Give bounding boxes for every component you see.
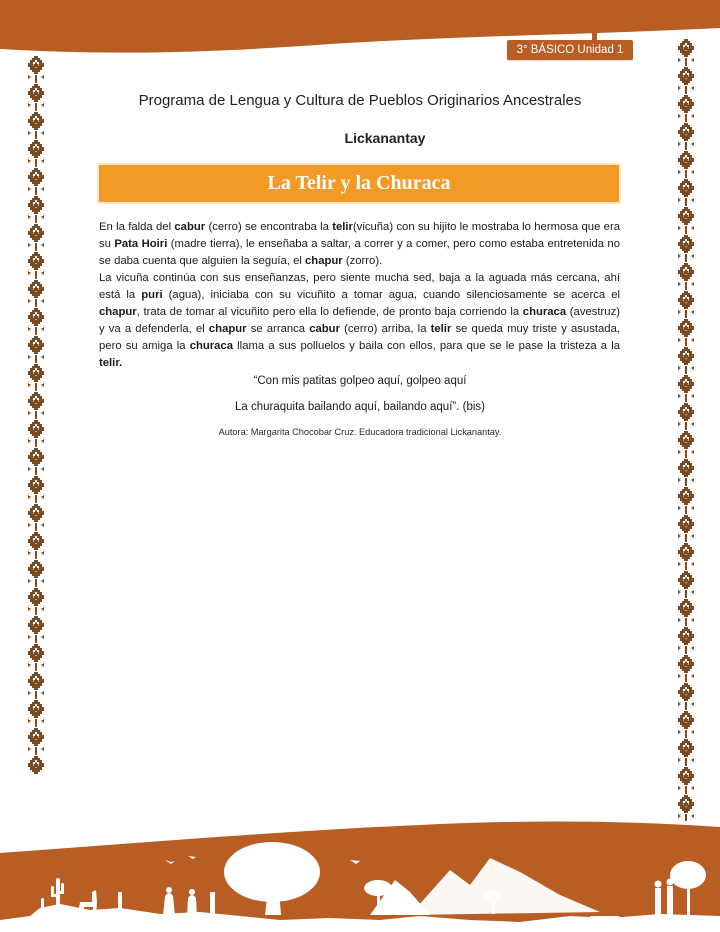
lickanantay-term: telir bbox=[430, 323, 452, 335]
story-text: (madre tierra), le enseñaba a saltar, a correr y a comer, pero como estaba entretenida no se daba cuenta que alguien la seguía, el bbox=[99, 238, 620, 267]
song-line: “Con mis patitas golpeo aquí, golpeo aquí bbox=[253, 375, 467, 387]
andean-diamond-pattern-icon bbox=[26, 55, 46, 775]
story-body bbox=[99, 219, 620, 372]
lickanantay-term: chapur bbox=[99, 306, 137, 318]
lickanantay-term: cabur bbox=[309, 323, 340, 335]
story-text: En la falda del bbox=[99, 221, 175, 233]
lickanantay-term: telir bbox=[332, 221, 353, 233]
story-text: La vicuña continúa con sus enseñanzas, pero siente mucha sed, baja a la aguada más cercana, ahí está la bbox=[99, 272, 620, 301]
story-text: se arranca bbox=[246, 323, 310, 335]
story-text: llama a sus polluelos y baila con ellos, para que se le pase la tristeza a la bbox=[233, 340, 620, 352]
story-text: (agua), iniciaba con su vicuñito a tomar agua, cuando silenciosamente se acerca el bbox=[162, 289, 620, 301]
lickanantay-term: telir. bbox=[99, 357, 123, 369]
andean-landscape-silhouette-icon bbox=[0, 780, 720, 932]
story-text: se queda muy triste y asustada, pero su amiga la bbox=[99, 323, 620, 352]
story-title: La Telir y la Churaca bbox=[267, 172, 451, 194]
story-text: (zorro). bbox=[342, 255, 383, 267]
story-text: (vicuña) con su hijito le mostraba lo hermosa que era su bbox=[99, 221, 620, 250]
story-text: (avestruz) y va a defenderla, el bbox=[99, 306, 620, 335]
story-text: , trata de tomar al vicuñito pero ella lo defiende, de pronto baja corriendo la bbox=[136, 306, 523, 318]
story-title-bar bbox=[99, 165, 619, 202]
people-title: Lickanantay bbox=[344, 130, 426, 146]
lickanantay-term: cabur bbox=[174, 221, 206, 233]
author-credit: Autora: Margarita Chocobar Cruz. Educadora tradicional Lickanantay. bbox=[218, 427, 502, 437]
story-paragraph bbox=[99, 219, 620, 270]
lickanantay-term: puri bbox=[141, 289, 163, 301]
unit-badge: 3° BÁSICO Unidad 1 bbox=[507, 40, 633, 60]
story-text: (cerro) arriba, la bbox=[339, 323, 431, 335]
lickanantay-term: chapur bbox=[208, 323, 247, 335]
song-line: La churaquita bailando aquí, bailando aquí”. (bis) bbox=[235, 401, 485, 413]
story-text: (cerro) se encontraba la bbox=[205, 221, 333, 233]
story-paragraph bbox=[99, 270, 620, 372]
lickanantay-term: chapur bbox=[305, 255, 343, 267]
lickanantay-term: churaca bbox=[189, 340, 234, 352]
lickanantay-term: churaca bbox=[522, 306, 567, 318]
lickanantay-term: Pata Hoiri bbox=[114, 238, 168, 250]
program-title: Programa de Lengua y Cultura de Pueblos Originarios Ancestrales bbox=[138, 92, 582, 109]
